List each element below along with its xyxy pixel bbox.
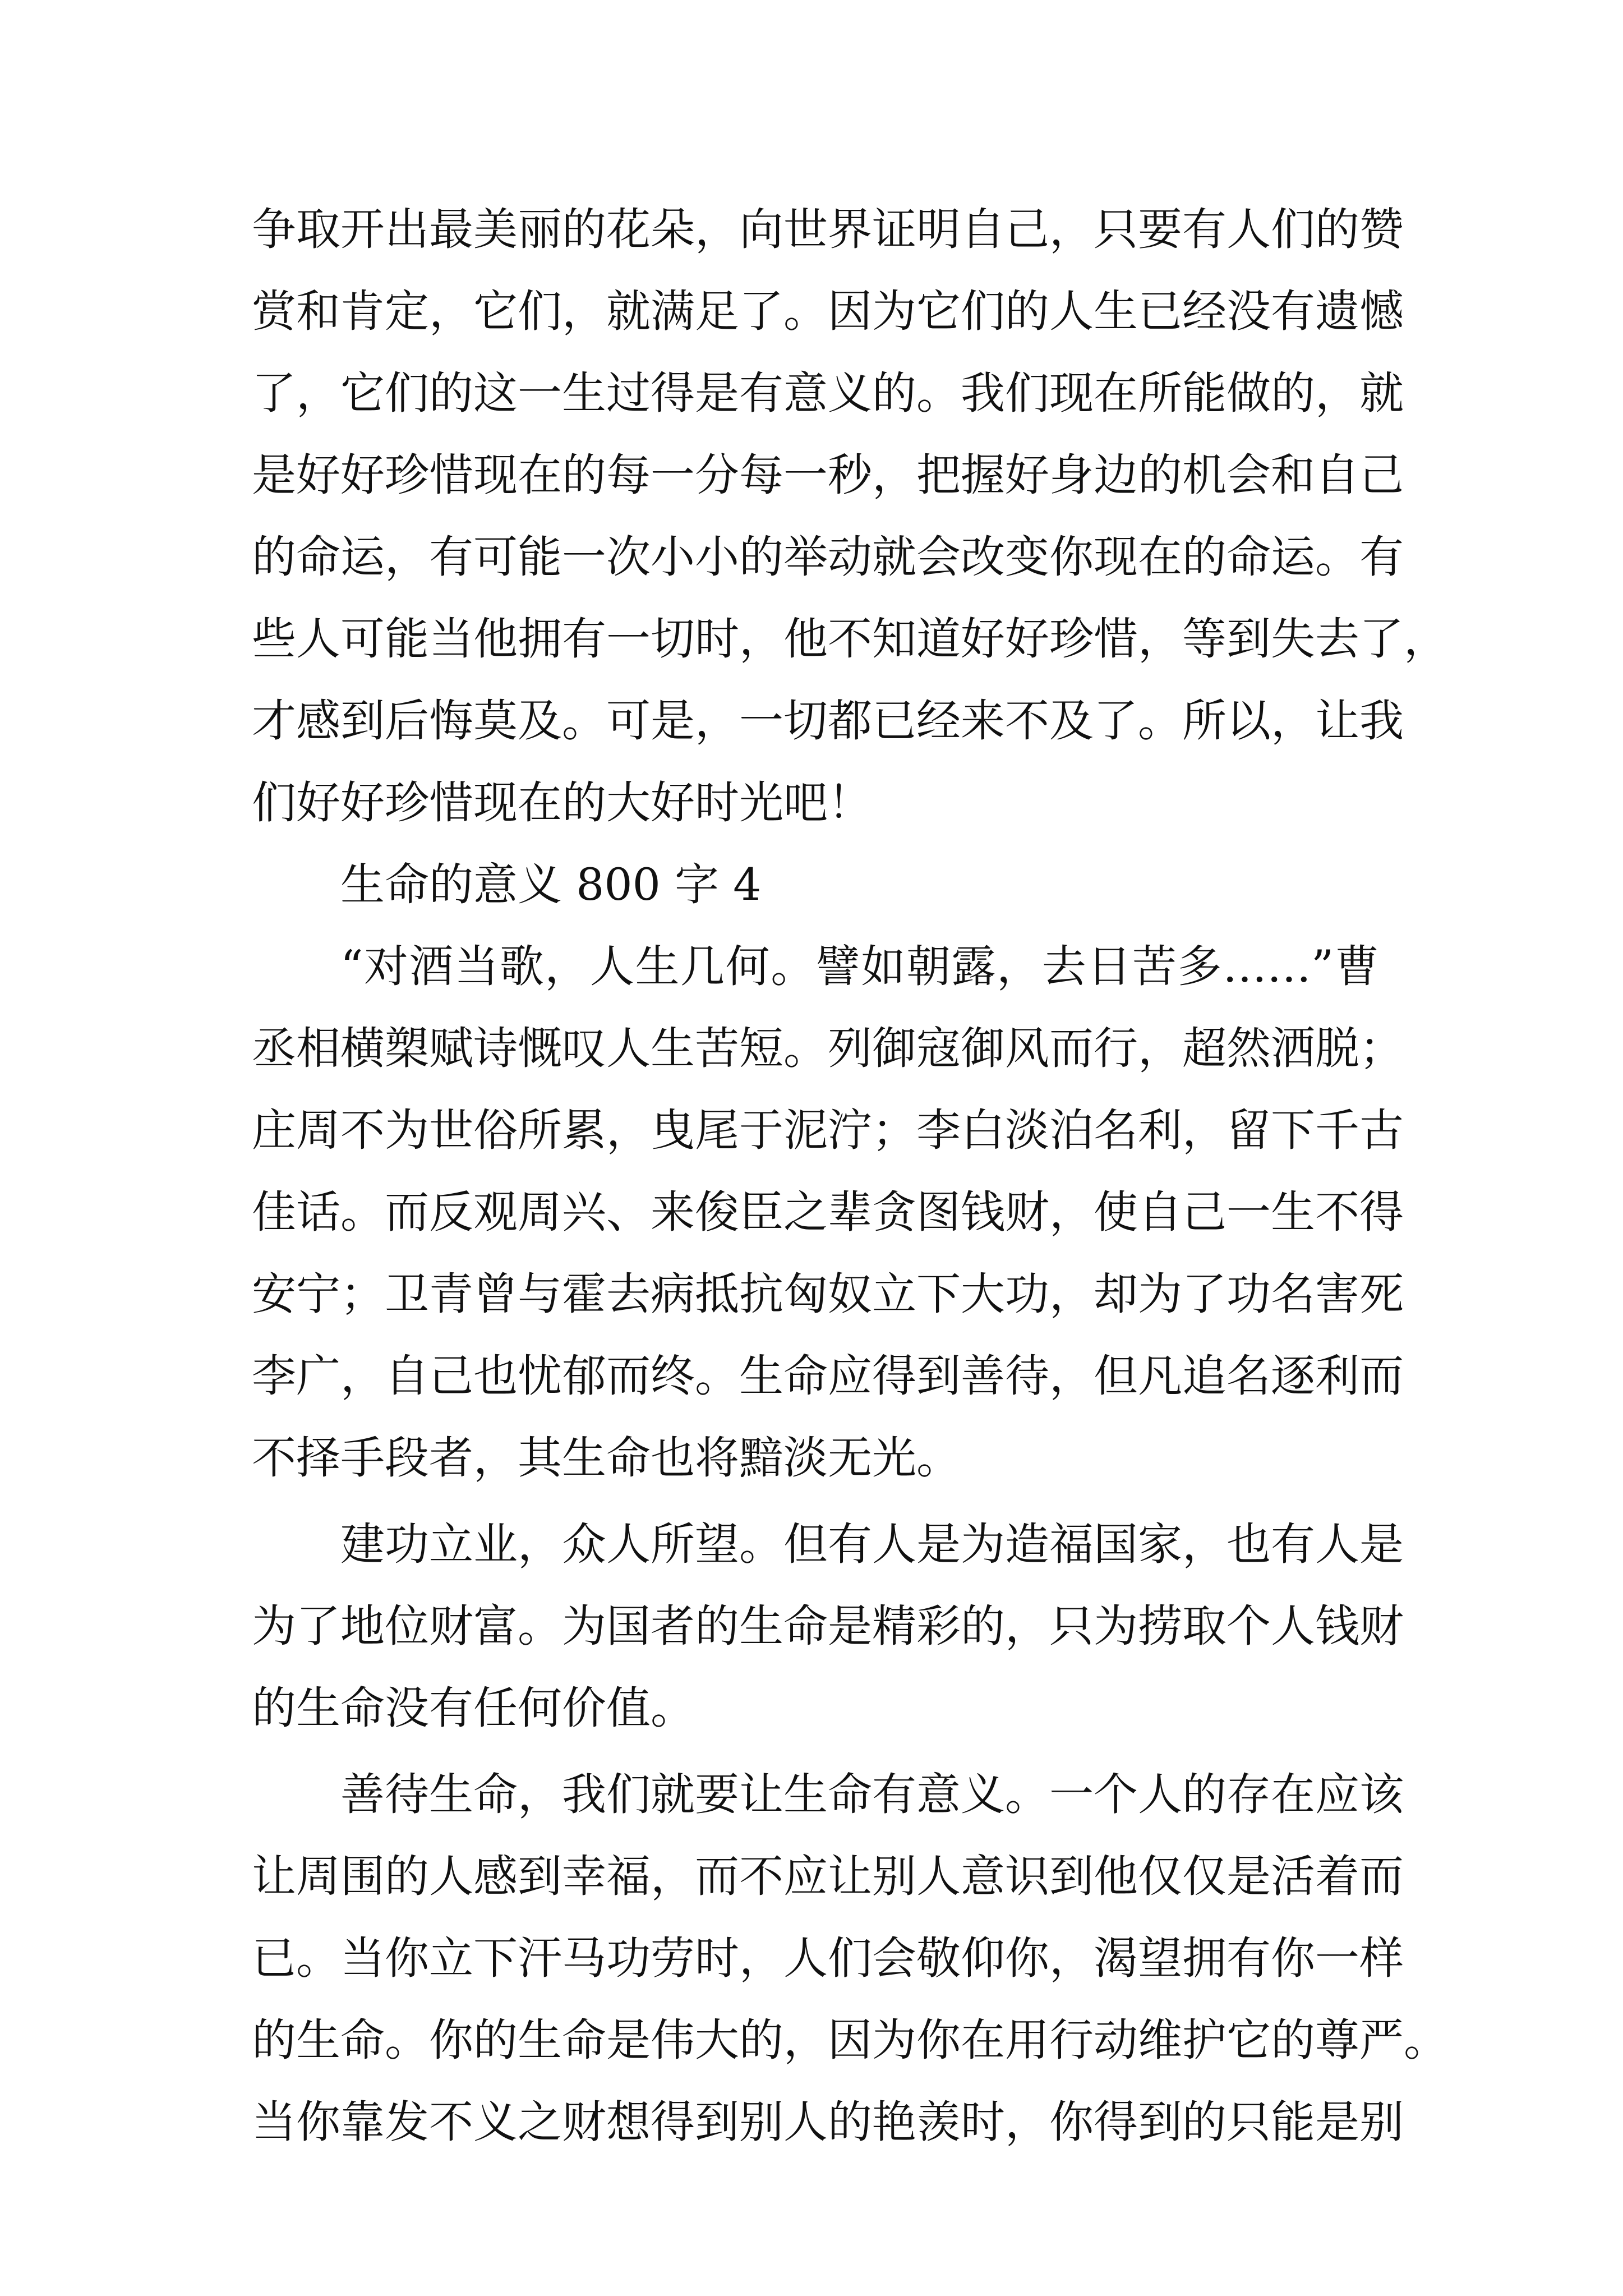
body-text	[252, 188, 1448, 2163]
text-line: 当你靠发不义之财想得到别人的艳羡时，你得到的只能是别	[252, 2096, 1404, 2148]
text-line: 丞相横槊赋诗慨叹人生苦短。列御寇御风而行，超然洒脱；	[252, 1023, 1404, 1074]
text-line: 佳话。而反观周兴、来俊臣之辈贪图钱财，使自己一生不得	[252, 1186, 1404, 1238]
text-line: 赏和肯定，它们，就满足了。因为它们的人生已经没有遗憾	[252, 286, 1404, 337]
text-line: “对酒当歌，人生几何。譬如朝露，去日苦多……”曹	[340, 941, 1379, 992]
text-line: 善待生命，我们就要让生命有意义。一个人的存在应该	[340, 1769, 1404, 1820]
text-line: 李广，自己也忧郁而终。生命应得到善待，但凡追名逐利而	[252, 1350, 1404, 1402]
section-heading: 生命的意义 800 字 4	[340, 859, 762, 910]
text-line: 才感到后悔莫及。可是，一切都已经来不及了。所以，让我	[252, 695, 1404, 747]
text-line: 的生命没有任何价值。	[252, 1682, 695, 1734]
text-line: 让周围的人感到幸福，而不应让别人意识到他仅仅是活着而	[252, 1851, 1404, 1902]
text-line: 的生命。你的生命是伟大的，因为你在用行动维护它的尊严。	[252, 2014, 1448, 2066]
text-line: 为了地位财富。为国者的生命是精彩的，只为捞取个人钱财	[252, 1600, 1404, 1652]
text-line: 建功立业，众人所望。但有人是为造福国家，也有人是	[340, 1519, 1404, 1570]
text-line: 已。当你立下汗马功劳时，人们会敬仰你，渴望拥有你一样	[252, 1932, 1404, 1984]
text-line: 是好好珍惜现在的每一分每一秒，把握好身边的机会和自己	[252, 449, 1404, 501]
text-line: 的命运，有可能一次小小的举动就会改变你现在的命运。有	[252, 531, 1404, 583]
text-line: 争取开出最美丽的花朵，向世界证明自己，只要有人们的赞	[252, 204, 1404, 255]
text-line: 安宁；卫青曾与霍去病抵抗匈奴立下大功，却为了功名害死	[252, 1268, 1404, 1320]
text-line: 不择手段者，其生命也将黯淡无光。	[252, 1432, 961, 1484]
text-line: 了，它们的这一生过得是有意义的。我们现在所能做的，就	[252, 367, 1404, 419]
text-line: 庄周不为世俗所累，曳尾于泥泞；李白淡泊名利，留下千古	[252, 1105, 1404, 1156]
text-line: 们好好珍惜现在的大好时光吧！	[252, 777, 872, 829]
text-line: 些人可能当他拥有一切时，他不知道好好珍惜，等到失去了，	[252, 613, 1448, 665]
